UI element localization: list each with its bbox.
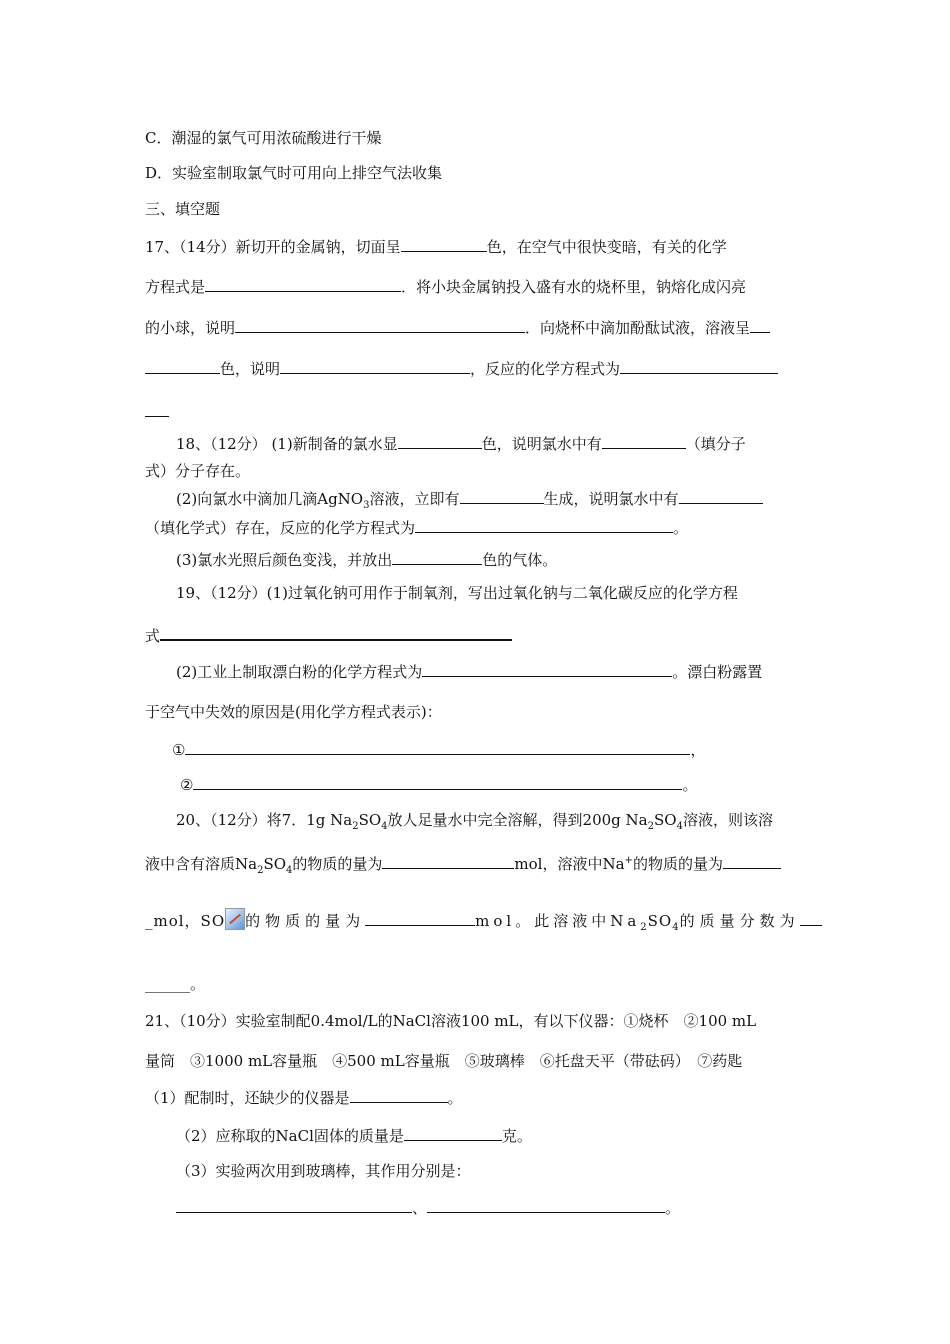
q20-text: 的物质的量为 [632,855,723,873]
q19-text: ， [690,741,706,759]
q21-text: 、 [412,1199,428,1217]
q20-line1 [176,810,773,837]
q18-text: 色，说明氯水中有 [481,435,602,453]
q20-text: SO [653,811,677,829]
q20-text: SO [358,811,382,829]
q19-text: 。 [682,776,698,794]
q20-text: 放人足量水中完全溶解，得到200g Na [387,811,648,829]
answer-blank[interactable] [415,517,673,533]
answer-blank[interactable] [235,317,525,333]
subscript: 4 [672,922,680,933]
q19-choice1 [172,739,705,760]
answer-blank[interactable] [392,549,482,565]
q20-text: 20、（12分）将7．1g Na [176,811,353,829]
q17-text: 色，说明 [220,360,281,378]
q18-line3 [176,488,763,516]
answer-blank[interactable] [679,488,763,504]
answer-blank[interactable] [620,358,778,374]
circled-number: ② [180,776,194,794]
q18-text: (2)向氯水中滴加几滴AgNO [176,490,364,508]
answer-blank[interactable] [193,774,682,790]
answer-blank[interactable] [422,661,672,677]
q19-line1: 19、（12分）(1)过氧化钠可用作于制氧剂，写出过氧化钠与二氧化碳反应的化学方程 [176,584,738,602]
q17-line4 [145,358,778,379]
option-c: C．潮湿的氯气可用浓硫酸进行干燥 [145,129,382,147]
circled-number: ① [172,741,186,759]
subscript: 4 [381,821,388,832]
q20-line4: ______。 [145,975,206,993]
q21-line3 [145,1087,463,1108]
q17-text: ，反应的化学方程式为 [470,360,621,378]
q19-line2 [145,624,512,646]
q19-line4: 于空气中失效的原因是(用化学方程式表示)： [145,703,442,721]
q20-text: mol。此溶液中Na [475,912,641,930]
answer-blank[interactable] [404,1125,502,1141]
subscript: 2 [352,821,359,832]
subscript: 2 [257,865,264,876]
q18-line2: 式）分子存在。 [145,462,251,480]
subscript: 3 [363,500,370,511]
q17-text: 色，在空气中很快变暗，有关的化学 [486,238,727,256]
q21-line2: 量筒 ③1000 mL容量瓶 ④500 mL容量瓶 ⑤玻璃棒 ⑥托盘天平（带砝码） ⑦药匙 [145,1052,743,1070]
q18-line5 [176,549,557,570]
q18-text: (3)氯水光照后颜色变浅，并放出 [176,551,393,569]
q21-text: （2）应称取的NaCl固体的质量是 [176,1127,404,1145]
q19-line3 [176,661,762,682]
subscript: 4 [676,821,683,832]
q17-line1 [145,236,727,257]
q20-text: 溶液，则该溶 [682,811,773,829]
q18-text: 色的气体。 [482,551,558,569]
q21-line6 [176,1197,680,1218]
q17-text: ．向烧杯中滴加酚酞试液，溶液呈 [525,319,751,337]
answer-blank[interactable] [350,1087,448,1103]
answer-blank[interactable] [723,853,781,869]
superscript: + [624,855,633,866]
q20-line3 [145,908,822,938]
q18-text: （填化学式）存在，反应的化学方程式为 [145,519,416,537]
q21-text: 。 [665,1199,681,1217]
q21-line5: （3）实验两次用到玻璃棒，其作用分别是： [176,1162,471,1180]
answer-blank[interactable] [280,358,470,374]
answer-blank[interactable] [427,1197,665,1213]
q20-text: 的物质的量为 [292,855,383,873]
answer-blank[interactable] [176,1197,412,1213]
answer-blank[interactable] [145,358,220,374]
answer-blank[interactable] [382,853,514,869]
q18-line1 [176,433,746,454]
q20-text: 的物质的量为 [245,912,366,930]
q21-line4 [176,1125,532,1146]
section-title: 三、填空题 [145,200,221,218]
answer-blank[interactable] [398,433,482,449]
q17-line2 [145,276,746,297]
q18-line4 [145,517,688,538]
q17-line3 [145,317,770,338]
q19-text: (2)工业上制取漂白粉的化学方程式为 [176,663,423,681]
subscript: 2 [640,922,648,933]
q17-text: 17、（14分）新切开的金属钠，切面呈 [145,238,401,256]
answer-blank[interactable] [185,739,690,755]
q20-text: 的质量分数为 [679,912,800,930]
q20-text: SO [263,855,287,873]
q18-text: 生成，说明氯水中有 [543,490,679,508]
subscript: 2 [647,821,654,832]
answer-blank[interactable] [460,488,544,504]
answer-blank[interactable] [205,276,401,292]
q20-text: 液中含有溶质Na [145,855,258,873]
q17-text: 方程式是 [145,278,206,296]
answer-blank[interactable] [160,624,512,641]
q18-text: （填分子 [685,435,746,453]
q19-text: 式 [145,627,161,645]
q19-text: 。漂白粉露置 [672,663,763,681]
q17-text: 的小球，说明 [145,319,236,337]
q18-text: 。 [673,519,689,537]
q21-line1: 21、（10分）实验室制配0.4mol/L的NaCl溶液100 mL，有以下仪器：①烧杯 ②100 mL [145,1012,757,1030]
q18-text: 18、（12分） (1)新制备的氯水显 [176,435,398,453]
q20-text: SO [647,912,673,930]
answer-blank[interactable] [750,317,770,333]
q21-text: （1）配制时，还缺少的仪器是 [145,1089,350,1107]
answer-blank[interactable] [365,910,475,926]
q19-choice2 [180,774,697,795]
answer-blank[interactable] [401,236,487,252]
broken-image-icon [225,908,245,930]
option-d: D．实验室制取氯气时可用向上排空气法收集 [145,164,443,182]
answer-blank[interactable] [145,416,169,417]
q20-line2 [145,851,781,881]
q20-text: mol，溶液中Na [514,855,625,873]
q21-text: 。 [447,1089,463,1107]
q17-text: ．将小块金属钠投入盛有水的烧杯里，钠熔化成闪亮 [401,278,747,296]
q21-text: 克。 [501,1127,532,1145]
q20-text: _mol，SO [145,912,226,930]
answer-blank[interactable] [602,433,686,449]
answer-blank[interactable] [800,910,822,926]
subscript: 4 [286,865,293,876]
q18-text: 溶液，立即有 [369,490,460,508]
